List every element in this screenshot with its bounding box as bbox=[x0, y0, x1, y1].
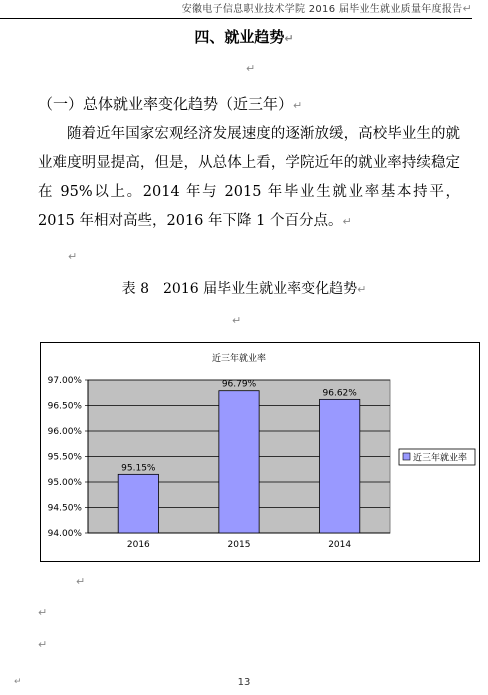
paragraph-mark: ↵ bbox=[232, 314, 242, 327]
chart-title: 近三年就业率 bbox=[211, 354, 267, 364]
paragraph-mark: ↵ bbox=[284, 32, 294, 45]
subsection-title bbox=[38, 93, 302, 114]
x-tick-label: 2014 bbox=[328, 540, 352, 550]
paragraph-mark: ↵ bbox=[462, 2, 472, 15]
bar bbox=[118, 474, 158, 533]
paragraph-mark: ↵ bbox=[38, 606, 48, 619]
employment-rate-chart bbox=[40, 342, 480, 562]
y-tick-label: 94.00% bbox=[47, 529, 82, 539]
section-title-text: 四、就业趋势 bbox=[194, 28, 285, 46]
page-header bbox=[0, 0, 472, 19]
body-paragraph-text: 随着近年国家宏观经济发展速度的逐渐放缓，高校毕业生的就业难度明显提高，但是，从总体上看，学院近年的就业率持续稳定在 95%以上。2014 年与 2015 年毕业生就业率基本持平，2015 年相对高些，2016 年下降 1 个百分点。 bbox=[38, 126, 460, 229]
chart-svg bbox=[41, 343, 479, 561]
data-label: 95.15% bbox=[121, 463, 156, 474]
section-title bbox=[0, 26, 488, 47]
page-number bbox=[0, 677, 488, 688]
x-tick-label: 2016 bbox=[126, 540, 150, 550]
subsection-title-text: （一）总体就业率变化趋势（近三年） bbox=[38, 95, 294, 113]
table-caption-text: 表 8 2016 届毕业生就业率变化趋势 bbox=[121, 281, 358, 297]
y-tick-label: 96.50% bbox=[47, 401, 82, 412]
y-tick-label: 95.00% bbox=[47, 478, 82, 488]
bar bbox=[320, 399, 360, 533]
y-tick-label: 94.50% bbox=[47, 503, 82, 514]
body-paragraph bbox=[38, 120, 460, 236]
data-label: 96.79% bbox=[221, 379, 257, 390]
data-label: 96.62% bbox=[322, 388, 357, 399]
header-text: 安徽电子信息职业技术学院 2016 届毕业生就业质量年度报告 bbox=[181, 4, 463, 15]
legend-label: 近三年就业率 bbox=[413, 453, 468, 464]
paragraph-mark: ↵ bbox=[68, 250, 78, 263]
x-tick-label: 2015 bbox=[227, 540, 251, 550]
bar bbox=[219, 391, 259, 533]
table-caption bbox=[0, 278, 488, 298]
y-tick-label: 97.00% bbox=[47, 376, 82, 386]
paragraph-mark: ↵ bbox=[76, 575, 86, 588]
paragraph-mark: ↵ bbox=[38, 638, 48, 651]
paragraph-mark: ↵ bbox=[342, 215, 352, 228]
y-tick-label: 95.50% bbox=[47, 452, 82, 463]
paragraph-mark: ↵ bbox=[14, 677, 22, 687]
paragraph-mark: ↵ bbox=[357, 283, 367, 296]
y-tick-label: 96.00% bbox=[47, 427, 82, 437]
paragraph-mark: ↵ bbox=[246, 62, 256, 75]
page-number-text: 13 bbox=[237, 677, 251, 688]
paragraph-mark: ↵ bbox=[293, 99, 303, 112]
legend-swatch bbox=[403, 453, 410, 460]
